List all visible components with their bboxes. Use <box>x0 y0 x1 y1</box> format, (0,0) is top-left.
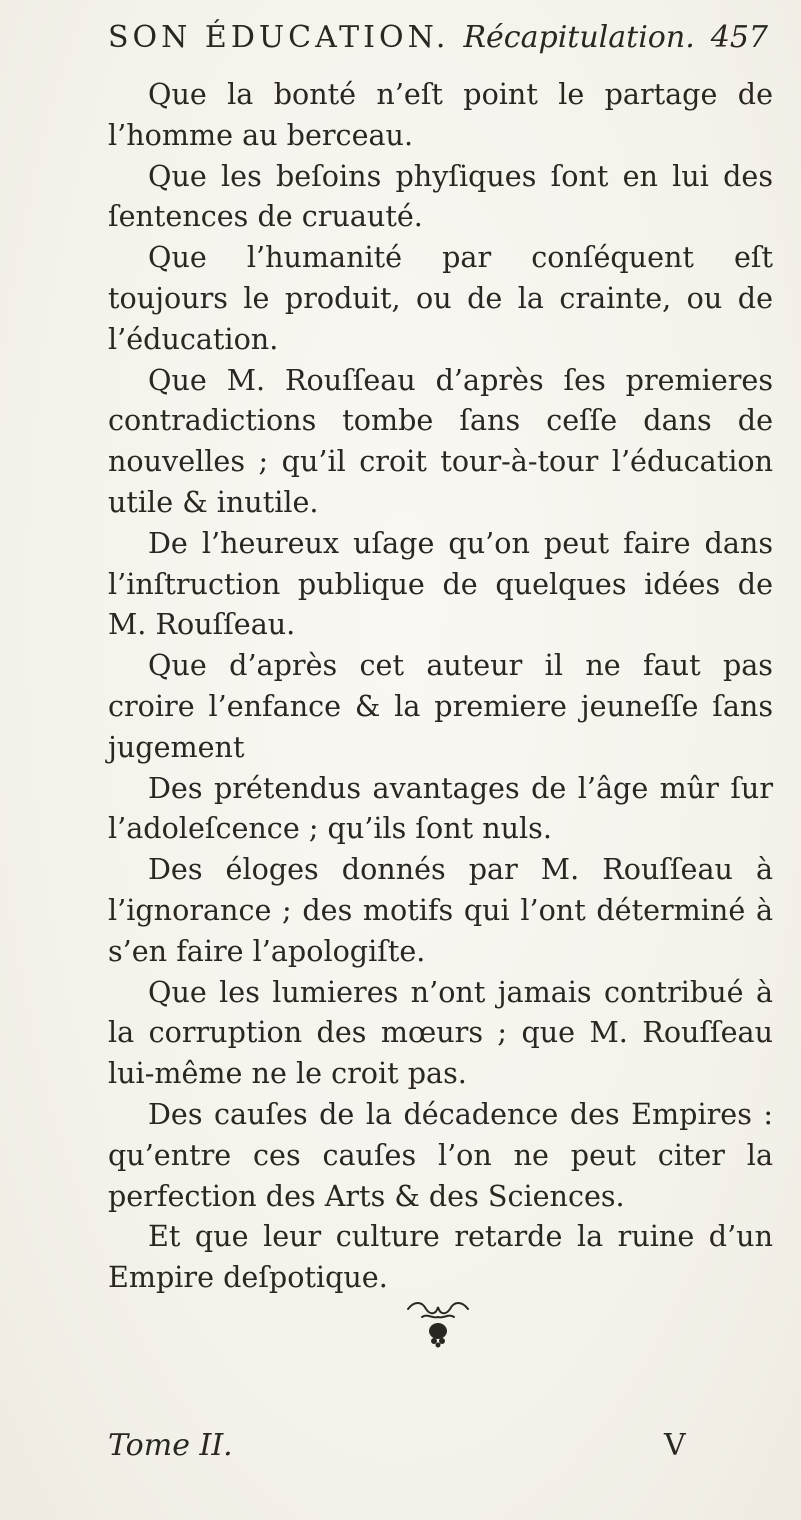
paragraph: De l’heureux uſage qu’on peut faire dans l’inſtruction publique de quelques idées de M. Rouſſeau. <box>108 525 773 642</box>
section-title: Récapitulation. <box>463 20 695 55</box>
paragraph: Des cauſes de la décadence des Empires : qu’entre ces cauſes l’on ne peut citer la perfection des Arts & des Sciences. <box>108 1096 773 1213</box>
paragraph: Que M. Rouſſeau d’après ſes premieres contradictions tombe ſans ceſſe dans de nouvelles ; qu’il croit tour-à-tour l’éducation utile & inutile. <box>108 362 773 519</box>
running-head: SON ÉDUCATION. <box>108 20 450 55</box>
paragraph: Des éloges donnés par M. Rouſſeau à l’ignorance ; des motifs qui l’ont déterminé à s’en faire l’apologiſte. <box>108 852 773 968</box>
volume-label: Tome II. <box>108 1428 233 1463</box>
paragraph: Que l’humanité par conſéquent eſt toujours le produit, ou de la crainte, ou de l’éducation. <box>108 240 773 356</box>
paragraph: Que la bonté n’eſt point le partage de l’homme au berceau. <box>108 77 773 152</box>
paragraph: Et que leur culture retarde la ruine d’un Empire deſpotique. <box>108 1219 773 1295</box>
page-footer <box>108 1428 768 1472</box>
running-header <box>108 20 768 70</box>
paragraph: Que les beſoins phyſiques ſont en lui des ſentences de cruauté. <box>108 158 773 234</box>
paragraph: Des prétendus avantages de l’âge mûr ſur l’adoleſcence ; qu’ils ſont nuls. <box>108 770 773 846</box>
fleuron-ornament-icon <box>398 1295 478 1355</box>
page-number: 457 <box>710 20 768 55</box>
paragraph: Que d’après cet auteur il ne faut pas croire l’enfance & la premiere jeuneſſe ſans jugement <box>108 648 773 764</box>
signature-mark: V <box>664 1428 686 1463</box>
page-body <box>108 74 773 1298</box>
paragraph: Que les lumieres n’ont jamais contribué à la corruption des mœurs ; que M. Rouſſeau lui-même ne le croit pas. <box>108 974 773 1091</box>
